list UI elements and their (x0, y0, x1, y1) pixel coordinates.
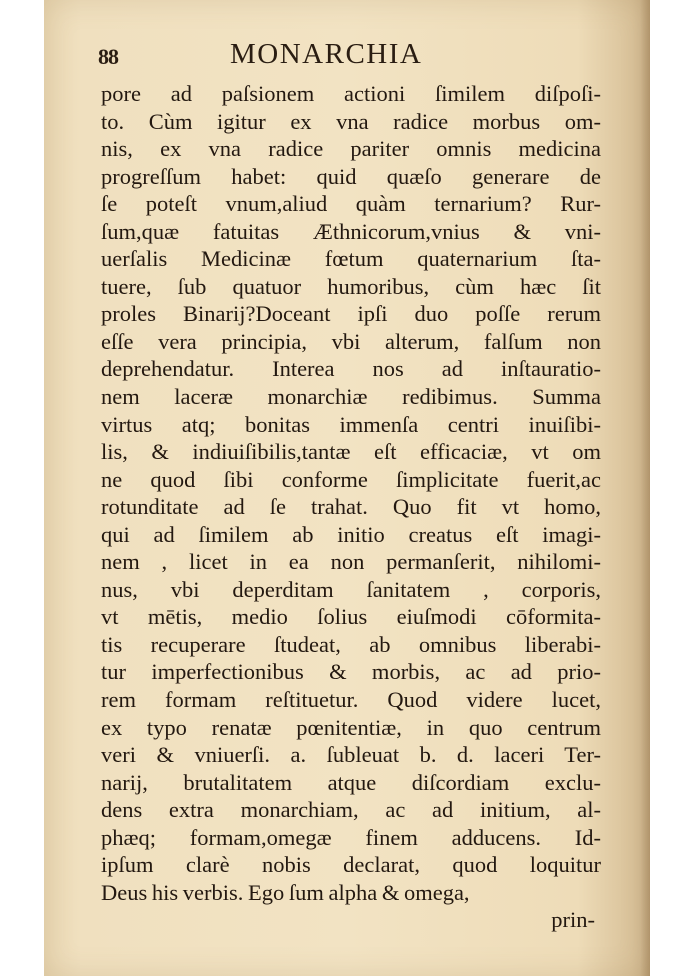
running-title: MONARCHIA (230, 38, 423, 70)
text-line: phæq; formam,omegæ finem adducens. Id- (101, 824, 601, 850)
text-line: proles Binarij?Doceant ipſi duo poſſe rerum (101, 301, 601, 327)
text-line: tur imperfectionibus & morbis, ac ad prio- (101, 659, 601, 685)
text-line: ne quod ſibi conforme ſimplicitate fuerit,ac (101, 466, 601, 492)
text-line: tuere, ſub quatuor humoribus, cùm hæc ſit (101, 273, 601, 299)
text-line: nis, ex vna radice pariter omnis medicina (101, 136, 601, 162)
text-line: qui ad ſimilem ab initio creatus eſt imagi- (101, 521, 601, 547)
text-line: eſſe vera principia, vbi alterum, falſum non (101, 328, 601, 354)
text-line: rem formam reſtituetur. Quod videre lucet, (101, 687, 601, 713)
text-line: ipſum clarè nobis declarat, quod loquitur (101, 852, 601, 878)
text-line: progreſſum habet: quid quæſo generare de (101, 163, 601, 189)
text-line: ſum,quæ fatuitas Æthnicorum,vnius & vni- (101, 218, 601, 244)
text-line: Deus his verbis. Ego ſum alpha & omega, (101, 879, 470, 905)
text-line: vt mētis, medio ſolius eiuſmodi cōformita- (101, 604, 601, 630)
text-line: narij, brutalitatem atque diſcordiam exclu- (101, 769, 601, 795)
running-head (98, 38, 528, 74)
text-line: ex typo renatæ pœnitentiæ, in quo centrum (101, 714, 601, 740)
text-line: nus, vbi deperditam ſanitatem , corporis, (101, 576, 601, 602)
page-number: 88 (98, 44, 118, 69)
text-line: nem laceræ monarchiæ redibimus. Summa (101, 384, 601, 410)
text-line: dens extra monarchiam, ac ad initium, al- (101, 797, 601, 823)
text-line: rotunditate ad ſe trahat. Quo fit vt homo, (101, 494, 601, 520)
text-line: nem , licet in ea non permanſerit, nihilomi- (101, 549, 601, 575)
page-edge-shadow (640, 0, 650, 976)
body-text (101, 80, 601, 934)
text-line: tis recuperare ſtudeat, ab omnibus liberabi- (101, 631, 601, 657)
text-line: uerſalis Medicinæ fœtum quaternarium ſta- (101, 246, 601, 272)
text-line: veri & vniuerſi. a. ſubleuat b. d. laceri Ter- (101, 742, 601, 768)
catchword: prin- (551, 907, 595, 933)
text-line: ſe poteſt vnum,aliud quàm ternarium? Rur- (101, 191, 601, 217)
text-line: lis, & indiuiſibilis,tantæ eſt efficaciæ, vt om (101, 439, 601, 465)
text-line: pore ad paſsionem actioni ſimilem diſpoſi- (101, 81, 601, 106)
text-line: to. Cùm igitur ex vna radice morbus om- (101, 108, 601, 134)
text-line: virtus atq; bonitas immenſa centri inuiſibi- (101, 411, 601, 437)
text-line: deprehendatur. Interea nos ad inſtauratio- (101, 356, 601, 382)
